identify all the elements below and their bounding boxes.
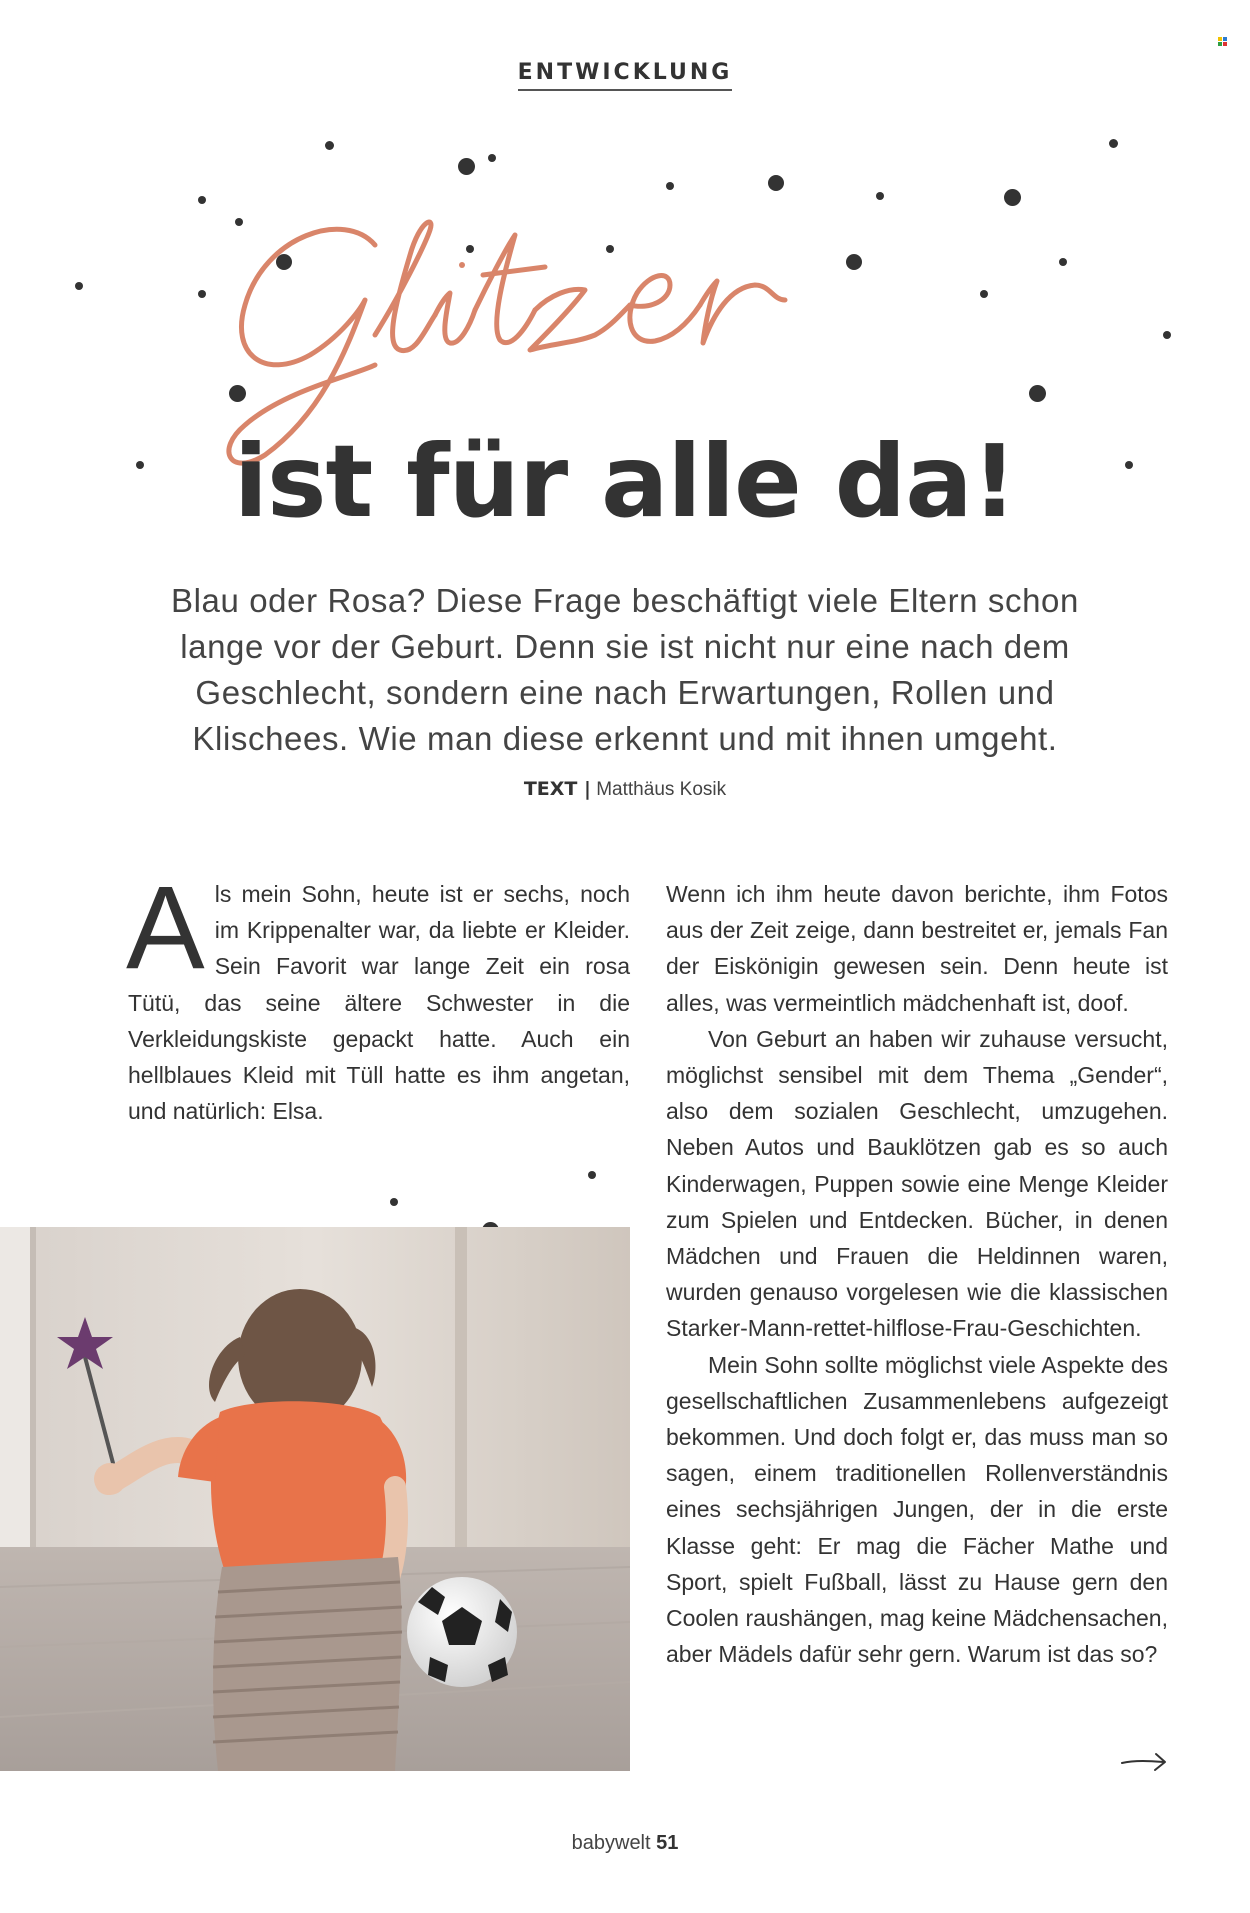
section-label-text: ENTWICKLUNG bbox=[518, 60, 733, 91]
byline-author: Matthäus Kosik bbox=[596, 779, 727, 800]
drop-cap: A bbox=[126, 862, 205, 994]
section-label bbox=[0, 60, 1250, 85]
arrow-right-icon bbox=[1120, 1750, 1168, 1774]
article-photo bbox=[0, 1227, 630, 1771]
color-mark-icon bbox=[1218, 37, 1227, 46]
body-paragraph: Mein Sohn sollte möglichst viele Aspekte des gesellschaftlichen Zusammenlebens aufgezeigt bekommen. Und doch folgt er, das muss man so sagen, einem traditionellen Rollenverständnis eines sechsjährigen Jungen, der in die erste Klasse geht: Er mag die Fächer Mathe und Sport, spielt Fußball, lässt zu Hause gern den Coolen raushängen, mag keine Mädchensachen, aber Mädels dafür sehr gern. Warum ist das so? bbox=[666, 1351, 1168, 1668]
byline-label: TEXT | bbox=[523, 778, 591, 800]
byline bbox=[0, 778, 1250, 801]
body-paragraph: Von Geburt an haben wir zuhause versucht, möglichst sensibel mit dem Thema „Gender“, also dem sozialen Geschlecht, umzugehen. Neben Autos und Bauklötzen gab es so auch Kinderwagen, Puppen sowie eine Menge Kleider zum Spielen und Entdecken. Bücher, in denen Mädchen und Frauen die Heldinnen waren, wurden genauso vorgelesen wie die klassischen Starker-Mann-rettet-hilflose-Frau-Geschichten. bbox=[666, 1025, 1168, 1342]
page-number: 51 bbox=[656, 1832, 679, 1854]
body-column-left bbox=[126, 862, 630, 1129]
body-column-right bbox=[666, 876, 1168, 1672]
intro-paragraph: Blau oder Rosa? Diese Frage beschäftigt viele Eltern schon lange vor der Geburt. Denn sie ist nicht nur eine nach dem Geschlecht, sondern eine nach Erwartungen, Rollen und Klischees. Wie man diese erkennt und mit ihnen umgeht. bbox=[171, 582, 1079, 757]
headline: ist für alle da! bbox=[233, 423, 1017, 540]
magazine-name: babywelt bbox=[571, 1832, 651, 1854]
body-paragraph: ls mein Sohn, heute ist er sechs, noch im Krippenalter war, da liebte er Kleider. Sein Favorit war lange Zeit ein rosa Tütü, das seine ältere Schwester in die Verkleidungskiste gepackt hatte. Auch ein hellblaues Kleid mit Tüll hatte es ihm angetan, und natürlich: Elsa. bbox=[128, 881, 630, 1125]
body-paragraph: Wenn ich ihm heute davon berichte, ihm Fotos aus der Zeit zeige, dann bestreitet er, jemals Fan der Eiskönigin gewesen sein. Denn heute ist alles, was vermeintlich mädchenhaft ist, doof. bbox=[666, 881, 1168, 1016]
page-footer bbox=[0, 1832, 1250, 1855]
